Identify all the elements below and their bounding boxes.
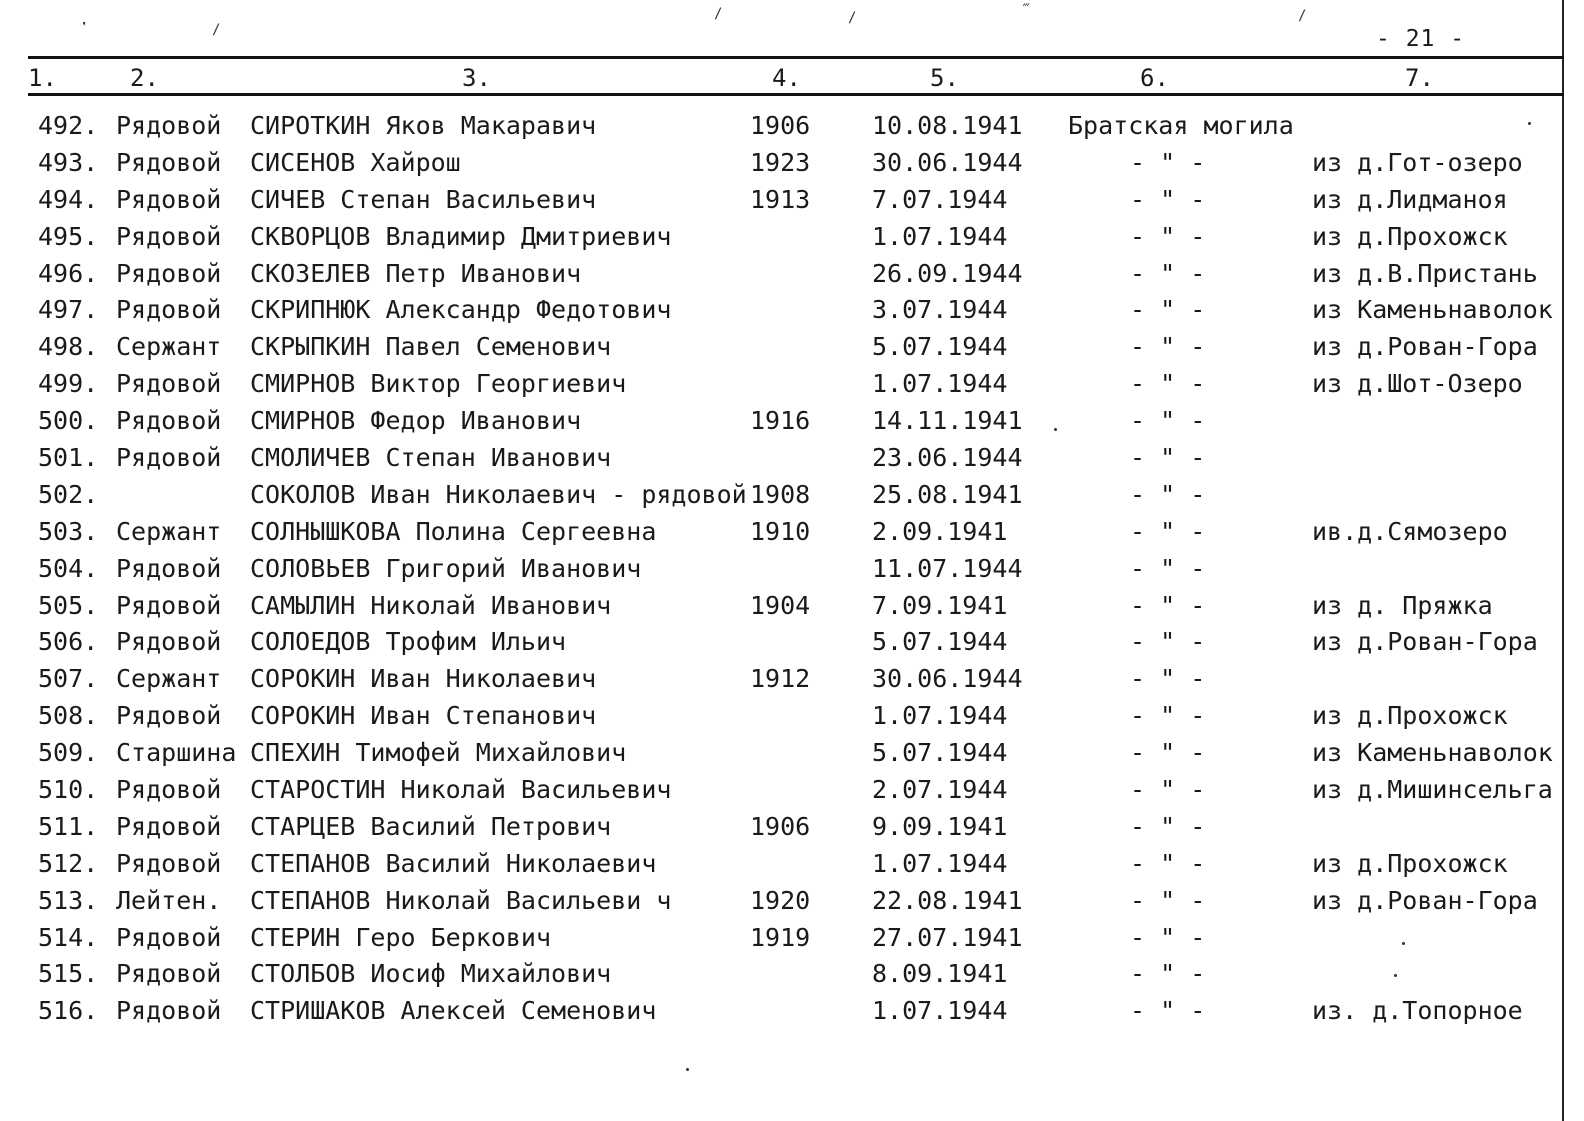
- record-rank: Рядовой: [116, 443, 222, 473]
- record-row: [0, 366, 1560, 403]
- record-name: СОЛОЕДОВ Трофим Ильич: [250, 627, 567, 657]
- speck: [1402, 942, 1405, 945]
- record-death-date: 23.06.1944: [872, 443, 1023, 473]
- record-row: [0, 292, 1560, 329]
- record-death-date: 26.09.1944: [872, 258, 1023, 288]
- record-burial: - " -: [1130, 553, 1206, 583]
- record-birth-year: 1910: [750, 516, 811, 546]
- record-row: [0, 514, 1560, 551]
- record-number: 509.: [38, 738, 99, 768]
- record-death-date: 30.06.1944: [872, 664, 1023, 694]
- record-origin: из д.Шот-Озеро: [1312, 369, 1523, 399]
- record-number: 505.: [38, 590, 99, 620]
- record-number: 497.: [38, 295, 99, 325]
- record-rank: Рядовой: [116, 848, 222, 878]
- record-name: СОКОЛОВ Иван Николаевич - рядовой: [250, 479, 747, 509]
- record-row: [0, 661, 1560, 698]
- record-birth-year: 1904: [750, 590, 811, 620]
- record-name: СКРИПНЮК Александр Федотович: [250, 295, 672, 325]
- record-name: СТАРОСТИН Николай Васильевич: [250, 775, 672, 805]
- record-rank: Рядовой: [116, 369, 222, 399]
- record-row: [0, 477, 1560, 514]
- record-row: [0, 256, 1560, 293]
- record-death-date: 1.07.1944: [872, 996, 1008, 1026]
- record-rank: Лейтен.: [116, 885, 222, 915]
- column-number-6: 6.: [1140, 64, 1169, 92]
- record-row: [0, 624, 1560, 661]
- record-burial: - " -: [1130, 406, 1206, 436]
- record-origin: из д.Прохожск: [1312, 221, 1508, 251]
- record-number: 504.: [38, 553, 99, 583]
- record-burial: - " -: [1130, 221, 1206, 251]
- column-number-3: 3.: [462, 64, 491, 92]
- record-number: 510.: [38, 775, 99, 805]
- record-birth-year: 1923: [750, 147, 811, 177]
- record-name: СМИРНОВ Федор Иванович: [250, 406, 582, 436]
- record-number: 502.: [38, 479, 99, 509]
- record-name: СИЧЕВ Степан Васильевич: [250, 184, 597, 214]
- record-death-date: 1.07.1944: [872, 701, 1008, 731]
- record-row: [0, 772, 1560, 809]
- record-death-date: 5.07.1944: [872, 738, 1008, 768]
- column-number-4: 4.: [772, 64, 801, 92]
- record-number: 499.: [38, 369, 99, 399]
- speck: [686, 1068, 689, 1071]
- record-burial: - " -: [1130, 996, 1206, 1026]
- record-death-date: 7.07.1944: [872, 184, 1008, 214]
- record-number: 516.: [38, 996, 99, 1026]
- record-burial: - " -: [1130, 738, 1206, 768]
- record-origin: из д.Рован-Гора: [1312, 627, 1538, 657]
- record-burial: - " -: [1130, 258, 1206, 288]
- record-row: [0, 145, 1560, 182]
- record-rank: Рядовой: [116, 553, 222, 583]
- margin-mark: /: [1298, 8, 1307, 24]
- record-row: [0, 809, 1560, 846]
- record-rank: Рядовой: [116, 627, 222, 657]
- record-rank: Рядовой: [116, 221, 222, 251]
- margin-mark: /: [848, 10, 857, 26]
- record-name: СМИРНОВ Виктор Георгиевич: [250, 369, 627, 399]
- record-death-date: 5.07.1944: [872, 627, 1008, 657]
- record-origin: из д.В.Пристань: [1312, 258, 1538, 288]
- record-rank: Рядовой: [116, 147, 222, 177]
- record-death-date: 7.09.1941: [872, 590, 1008, 620]
- column-number-2: 2.: [130, 64, 159, 92]
- record-row: [0, 920, 1560, 957]
- record-death-date: 1.07.1944: [872, 221, 1008, 251]
- record-death-date: 9.09.1941: [872, 811, 1008, 841]
- record-origin: из д. Пряжка: [1312, 590, 1493, 620]
- record-row: [0, 440, 1560, 477]
- record-origin: из д.Мишинсельга: [1312, 775, 1553, 805]
- record-burial: - " -: [1130, 369, 1206, 399]
- speck: [1528, 122, 1531, 125]
- record-name: СТАРЦЕВ Василий Петрович: [250, 811, 612, 841]
- record-rank: Рядовой: [116, 406, 222, 436]
- record-burial: - " -: [1130, 590, 1206, 620]
- margin-mark: ❜: [80, 20, 89, 36]
- record-burial: - " -: [1130, 184, 1206, 214]
- record-row: [0, 883, 1560, 920]
- record-rank: Рядовой: [116, 811, 222, 841]
- record-burial: Братская могила: [1068, 111, 1294, 140]
- record-burial: - " -: [1130, 701, 1206, 731]
- record-burial: - " -: [1130, 443, 1206, 473]
- record-number: 500.: [38, 406, 99, 436]
- record-origin: из д.Рован-Гора: [1312, 885, 1538, 915]
- speck: [1394, 974, 1397, 977]
- record-death-date: 14.11.1941: [872, 406, 1023, 436]
- record-burial: - " -: [1130, 922, 1206, 952]
- record-number: 515.: [38, 959, 99, 989]
- record-number: 513.: [38, 885, 99, 915]
- record-birth-year: 1916: [750, 406, 811, 436]
- record-death-date: 8.09.1941: [872, 959, 1008, 989]
- record-name: СТРИШАКОВ Алексей Семенович: [250, 996, 657, 1026]
- record-burial: - " -: [1130, 627, 1206, 657]
- record-number: 494.: [38, 184, 99, 214]
- records-list: [0, 108, 1560, 1030]
- record-death-date: 11.07.1944: [872, 553, 1023, 583]
- record-death-date: 5.07.1944: [872, 332, 1008, 362]
- record-death-date: 22.08.1941: [872, 885, 1023, 915]
- record-number: 508.: [38, 701, 99, 731]
- record-origin: из Каменьнаволок: [1312, 295, 1553, 325]
- record-name: СТЕПАНОВ Василий Николаевич: [250, 848, 657, 878]
- page-edge-line: [1562, 0, 1564, 1121]
- record-rank: Сержант: [116, 332, 222, 362]
- record-origin: из. д.Топорное: [1312, 996, 1523, 1026]
- record-rank: Рядовой: [116, 590, 222, 620]
- record-number: 501.: [38, 443, 99, 473]
- record-burial: - " -: [1130, 516, 1206, 546]
- record-origin: из д.Гот-озеро: [1312, 147, 1523, 177]
- record-name: СТОЛБОВ Иосиф Михайлович: [250, 959, 612, 989]
- record-rank: Рядовой: [116, 184, 222, 214]
- record-rank: Рядовой: [116, 295, 222, 325]
- record-burial: - " -: [1130, 664, 1206, 694]
- record-burial: - " -: [1130, 959, 1206, 989]
- record-origin: из д.Рован-Гора: [1312, 332, 1538, 362]
- speck: [1054, 428, 1057, 431]
- column-number-1: 1.: [28, 64, 57, 92]
- record-origin: из д.Прохожск: [1312, 848, 1508, 878]
- record-row: [0, 182, 1560, 219]
- record-name: СИСЕНОВ Хайрош: [250, 147, 461, 177]
- record-rank: Рядовой: [116, 258, 222, 288]
- record-origin: ив.д.Сямозеро: [1312, 516, 1508, 546]
- record-origin: из д.Лидманоя: [1312, 184, 1508, 214]
- record-birth-year: 1913: [750, 184, 811, 214]
- record-burial: - " -: [1130, 885, 1206, 915]
- record-name: САМЫЛИН Николай Иванович: [250, 590, 612, 620]
- record-death-date: 25.08.1941: [872, 479, 1023, 509]
- record-row: [0, 551, 1560, 588]
- record-rank: Рядовой: [116, 922, 222, 952]
- record-burial: - " -: [1130, 295, 1206, 325]
- record-death-date: 10.08.1941: [872, 111, 1023, 140]
- record-number: 514.: [38, 922, 99, 952]
- margin-mark: /: [212, 22, 221, 38]
- record-death-date: 3.07.1944: [872, 295, 1008, 325]
- record-death-date: 2.07.1944: [872, 775, 1008, 805]
- record-name: СКОЗЕЛЕВ Петр Иванович: [250, 258, 582, 288]
- column-number-7: 7.: [1405, 64, 1434, 92]
- record-number: 492.: [38, 111, 99, 140]
- record-burial: - " -: [1130, 147, 1206, 177]
- record-name: СИРОТКИН Яков Макаравич: [250, 111, 597, 140]
- record-birth-year: 1906: [750, 811, 811, 841]
- record-row: [0, 993, 1560, 1030]
- record-death-date: 1.07.1944: [872, 848, 1008, 878]
- record-burial: - " -: [1130, 775, 1206, 805]
- record-row: [0, 846, 1560, 883]
- record-row: [0, 956, 1560, 993]
- record-burial: - " -: [1130, 479, 1206, 509]
- record-birth-year: 1919: [750, 922, 811, 952]
- record-birth-year: 1920: [750, 885, 811, 915]
- record-death-date: 27.07.1941: [872, 922, 1023, 952]
- record-number: 496.: [38, 258, 99, 288]
- margin-mark: /: [714, 6, 723, 22]
- record-number: 493.: [38, 147, 99, 177]
- record-burial: - " -: [1130, 848, 1206, 878]
- record-name: СКВОРЦОВ Владимир Дмитриевич: [250, 221, 672, 251]
- record-birth-year: 1912: [750, 664, 811, 694]
- record-name: СПЕХИН Тимофей Михайлович: [250, 738, 627, 768]
- record-row: [0, 329, 1560, 366]
- record-number: 507.: [38, 664, 99, 694]
- record-death-date: 2.09.1941: [872, 516, 1008, 546]
- record-name: СТЕРИН Геро Беркович: [250, 922, 552, 952]
- record-name: СМОЛИЧЕВ Степан Иванович: [250, 443, 612, 473]
- record-rank: Рядовой: [116, 959, 222, 989]
- record-row: [0, 219, 1560, 256]
- record-birth-year: 1908: [750, 479, 811, 509]
- record-rank: Рядовой: [116, 996, 222, 1026]
- record-name: СОЛНЫШКОВА Полина Сергеевна: [250, 516, 657, 546]
- record-name: СКРЫПКИН Павел Семенович: [250, 332, 612, 362]
- record-number: 512.: [38, 848, 99, 878]
- record-rank: Рядовой: [116, 111, 222, 140]
- record-row: [0, 403, 1560, 440]
- record-death-date: 30.06.1944: [872, 147, 1023, 177]
- record-row: [0, 108, 1560, 145]
- record-origin: из Каменьнаволок: [1312, 738, 1553, 768]
- record-rank: Рядовой: [116, 775, 222, 805]
- record-row: [0, 588, 1560, 625]
- record-number: 503.: [38, 516, 99, 546]
- record-rank: Старшина: [116, 738, 237, 768]
- record-number: 506.: [38, 627, 99, 657]
- record-row: [0, 735, 1560, 772]
- record-burial: - " -: [1130, 332, 1206, 362]
- record-death-date: 1.07.1944: [872, 369, 1008, 399]
- record-name: СОРОКИН Иван Степанович: [250, 701, 597, 731]
- record-rank: Рядовой: [116, 701, 222, 731]
- column-number-5: 5.: [930, 64, 959, 92]
- record-origin: из д.Прохожск: [1312, 701, 1508, 731]
- page-number: - 21 -: [1376, 26, 1466, 52]
- record-name: СТЕПАНОВ Николай Васильеви ч: [250, 885, 672, 915]
- record-number: 511.: [38, 811, 99, 841]
- record-rank: Сержант: [116, 664, 222, 694]
- record-rank: Сержант: [116, 516, 222, 546]
- record-birth-year: 1906: [750, 111, 811, 140]
- margin-mark: ‴: [1022, 2, 1031, 18]
- record-number: 495.: [38, 221, 99, 251]
- record-number: 498.: [38, 332, 99, 362]
- header-rule-top: [28, 56, 1564, 59]
- header-rule-bottom: [28, 93, 1564, 96]
- record-name: СОЛОВЬЕВ Григорий Иванович: [250, 553, 642, 583]
- record-name: СОРОКИН Иван Николаевич: [250, 664, 597, 694]
- record-row: [0, 698, 1560, 735]
- record-burial: - " -: [1130, 811, 1206, 841]
